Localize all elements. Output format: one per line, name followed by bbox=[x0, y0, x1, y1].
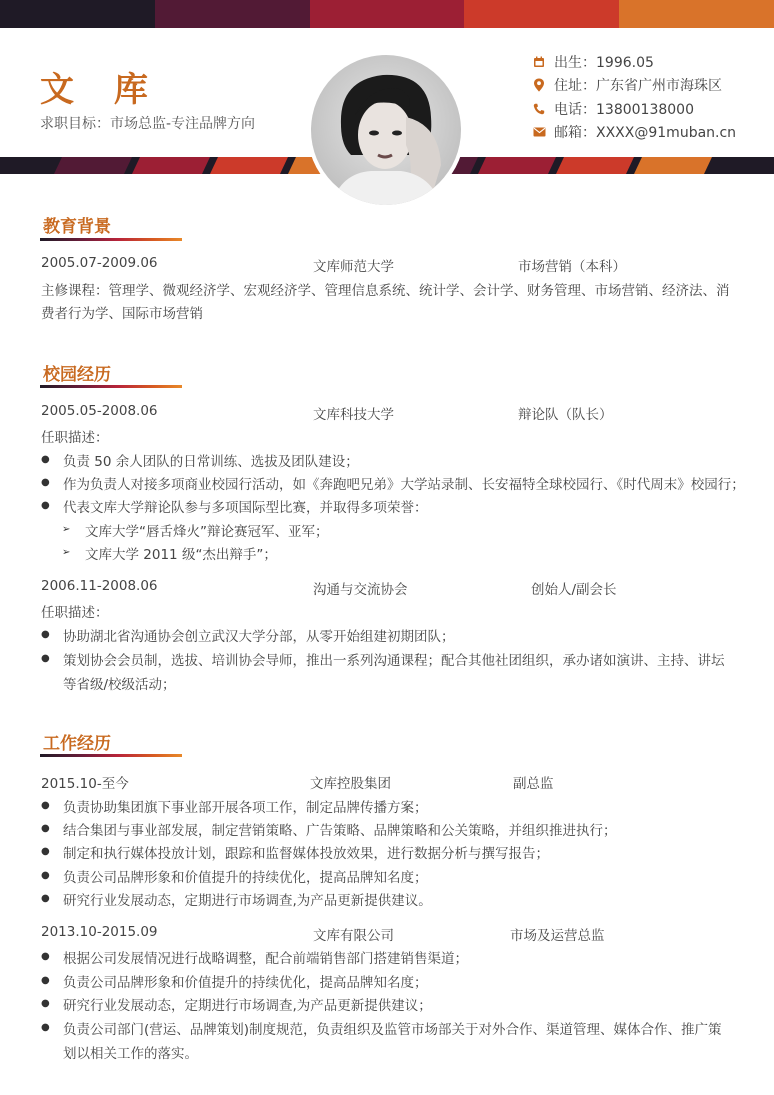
sub-list-item: 文库大学“唇舌烽火”辩论赛冠军、亚军； bbox=[85, 524, 329, 540]
contact-text: 邮箱：XXXX@91muban.cn bbox=[554, 125, 737, 142]
color-block bbox=[310, 0, 465, 28]
bullet-dot: ● bbox=[41, 454, 50, 465]
section-underline bbox=[40, 238, 182, 241]
work-period: 2015.10-至今 bbox=[41, 776, 129, 792]
bullet-dot: ● bbox=[41, 846, 50, 857]
contact-text: 住址：广东省广州市海珠区 bbox=[554, 78, 722, 95]
campus-org: 沟通与交流协会 bbox=[313, 582, 408, 598]
campus-period: 2006.11-2008.06 bbox=[41, 578, 158, 594]
bullet-dot: ● bbox=[41, 800, 50, 811]
phone-icon bbox=[532, 102, 546, 116]
mail-icon bbox=[532, 125, 546, 139]
bullet-dot: ● bbox=[41, 500, 50, 511]
desc-label: 任职描述： bbox=[41, 430, 109, 446]
contact-birth bbox=[532, 50, 736, 74]
edu-major: 市场营销（本科） bbox=[518, 259, 626, 275]
bullet-dot: ● bbox=[41, 477, 50, 488]
job-objective: 求职目标：市场总监-专注品牌方向 bbox=[40, 116, 256, 132]
list-item-cont: 划以相关工作的落实。 bbox=[63, 1046, 198, 1062]
contact-email bbox=[532, 121, 736, 145]
section-title-education: 教育背景 bbox=[43, 217, 111, 237]
list-item: 负责公司品牌形象和价值提升的持续优化，提高品牌知名度； bbox=[63, 975, 428, 991]
bullet-dot: ● bbox=[41, 893, 50, 904]
top-color-bar bbox=[0, 0, 774, 28]
contact-phone bbox=[532, 97, 736, 121]
list-item: 负责公司部门(营运、品牌策划)制度规范，负责组织及监管市场部关于对外合作、渠道管理、媒体合作、推广策 bbox=[63, 1022, 722, 1038]
edu-courses: 主修课程：管理学、微观经济学、宏观经济学、管理信息系统、统计学、会计学、财务管理、市场营销、经济法、消 bbox=[41, 283, 730, 299]
avatar bbox=[311, 55, 461, 205]
list-item-cont: 等省级/校级活动； bbox=[63, 677, 176, 693]
contact-address bbox=[532, 74, 736, 98]
work-role: 副总监 bbox=[513, 776, 554, 792]
bullet-dot: ● bbox=[41, 823, 50, 834]
list-item: 负责协助集团旗下事业部开展各项工作，制定品牌传播方案； bbox=[63, 800, 428, 816]
work-role: 市场及运营总监 bbox=[510, 928, 605, 944]
list-item: 协助湖北省沟通协会创立武汉大学分部，从零开始组建初期团队； bbox=[63, 629, 455, 645]
bullet-dot: ● bbox=[41, 629, 50, 640]
work-org: 文库控股集团 bbox=[310, 776, 391, 792]
bullet-dot: ● bbox=[41, 653, 50, 664]
bullet-dot: ● bbox=[41, 998, 50, 1009]
list-item: 策划协会会员制，选拔、培训协会导师，推出一系列沟通课程；配合其他社团组织，承办诸如演讲、主持、讲坛 bbox=[63, 653, 725, 669]
calendar-icon bbox=[532, 55, 546, 69]
color-block bbox=[0, 0, 155, 28]
desc-label: 任职描述： bbox=[41, 605, 109, 621]
list-item: 作为负责人对接多项商业校园行活动，如《奔跑吧兄弟》大学站录制、长安福特全球校园行、《时代周末》校园行； bbox=[63, 477, 745, 493]
edu-period: 2005.07-2009.06 bbox=[41, 255, 158, 271]
color-block bbox=[464, 0, 619, 28]
arrow-bullet-icon: ➢ bbox=[62, 524, 71, 535]
contact-text: 出生：1996.05 bbox=[554, 54, 654, 71]
section-underline bbox=[40, 385, 182, 388]
list-item: 研究行业发展动态，定期进行市场调查,为产品更新提供建议； bbox=[63, 998, 432, 1014]
list-item: 研究行业发展动态，定期进行市场调查,为产品更新提供建议。 bbox=[63, 893, 432, 909]
campus-org: 文库科技大学 bbox=[313, 407, 394, 423]
edu-school: 文库师范大学 bbox=[313, 259, 394, 275]
location-pin-icon bbox=[532, 78, 546, 92]
color-block bbox=[155, 0, 310, 28]
list-item: 结合集团与事业部发展，制定营销策略、广告策略、品牌策略和公关策略，并组织推进执行； bbox=[63, 823, 617, 839]
bullet-dot: ● bbox=[41, 951, 50, 962]
campus-role: 创始人/副会长 bbox=[531, 582, 617, 598]
bullet-dot: ● bbox=[41, 975, 50, 986]
bullet-dot: ● bbox=[41, 1022, 50, 1033]
work-period: 2013.10-2015.09 bbox=[41, 924, 158, 940]
contact-text: 电话：13800138000 bbox=[554, 101, 694, 118]
list-item: 制定和执行媒体投放计划，跟踪和监督媒体投放效果，进行数据分析与撰写报告； bbox=[63, 846, 549, 862]
list-item: 负责公司品牌形象和价值提升的持续优化，提高品牌知名度； bbox=[63, 870, 428, 886]
campus-period: 2005.05-2008.06 bbox=[41, 403, 158, 419]
campus-role: 辩论队（队长） bbox=[518, 407, 613, 423]
candidate-name: 文 库 bbox=[40, 70, 162, 110]
list-item: 代表文库大学辩论队参与多项国际型比赛，并取得多项荣誉： bbox=[63, 500, 428, 516]
section-underline bbox=[40, 754, 182, 757]
section-title-work: 工作经历 bbox=[43, 734, 111, 754]
arrow-bullet-icon: ➢ bbox=[62, 547, 71, 558]
bullet-dot: ● bbox=[41, 870, 50, 881]
sub-list-item: 文库大学 2011 级“杰出辩手”； bbox=[85, 547, 277, 563]
color-block bbox=[619, 0, 774, 28]
list-item: 负责 50 余人团队的日常训练、选拔及团队建设； bbox=[63, 454, 359, 470]
work-org: 文库有限公司 bbox=[313, 928, 394, 944]
section-title-campus: 校园经历 bbox=[43, 365, 111, 385]
edu-courses-cont: 费者行为学、国际市场营销 bbox=[41, 306, 203, 322]
contact-info bbox=[532, 50, 736, 144]
list-item: 根据公司发展情况进行战略调整，配合前端销售部门搭建销售渠道； bbox=[63, 951, 468, 967]
